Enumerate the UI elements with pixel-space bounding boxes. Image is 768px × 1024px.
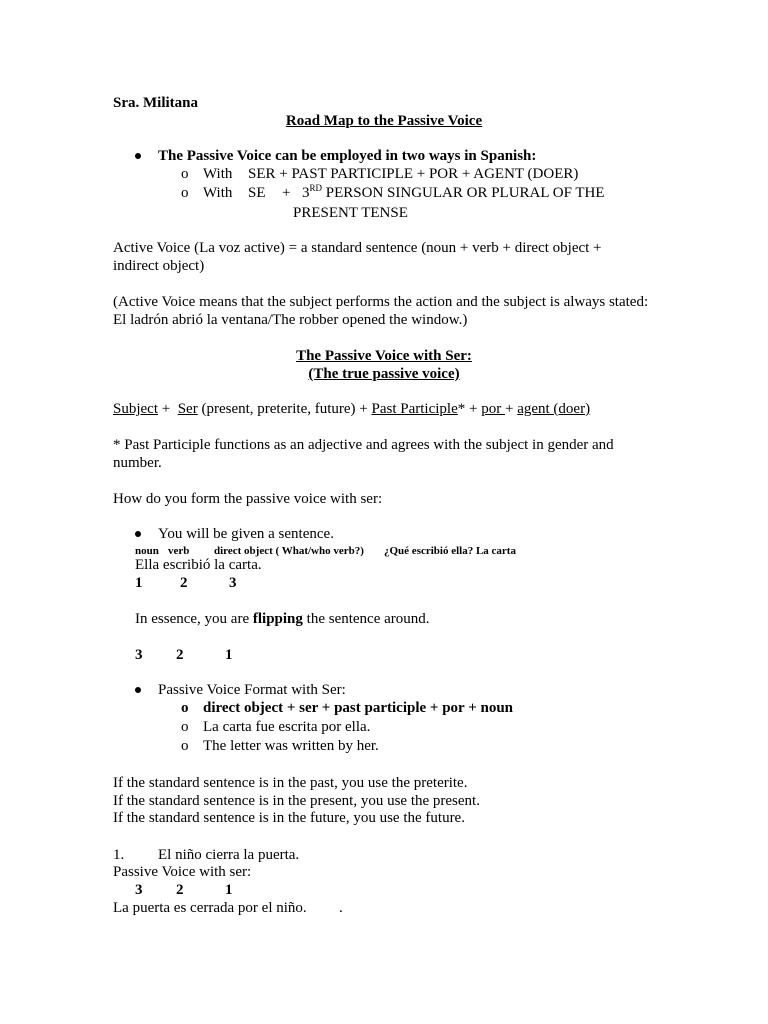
way1-with: With bbox=[203, 166, 233, 182]
exercise-sentence: El niño cierra la puerta. bbox=[158, 847, 300, 863]
way2-num: 3 bbox=[302, 185, 310, 201]
exercise-number: 1. bbox=[113, 847, 125, 863]
page-title: Road Map to the Passive Voice bbox=[285, 113, 483, 129]
format-item: direct object + ser + past participle + por + noun bbox=[203, 700, 514, 716]
active-voice-line1: Active Voice (La voz active) = a standard sentence (noun + verb + direct object + bbox=[113, 240, 602, 256]
tense-rule: If the standard sentence is in the present, you use the present. bbox=[113, 793, 480, 809]
formula-ser: Ser bbox=[177, 401, 198, 417]
order-num: 2 bbox=[180, 575, 188, 591]
tense-rule: If the standard sentence is in the future, you use the future. bbox=[113, 810, 465, 826]
way2-rest: PERSON SINGULAR OR PLURAL OF THE bbox=[322, 185, 605, 201]
formula-agent: agent (doer) bbox=[517, 401, 591, 417]
formula-past-participle: Past Participle bbox=[371, 401, 458, 417]
exercise-num: 3 bbox=[135, 882, 143, 898]
exercise-num: 2 bbox=[176, 882, 184, 898]
pp-note-line2: number. bbox=[113, 455, 162, 471]
formula-plus2: + bbox=[504, 401, 518, 417]
author-name: Sra. Militana bbox=[113, 95, 198, 111]
exercise-num: 1 bbox=[225, 882, 233, 898]
pp-note-line1: * Past Participle functions as an adjective and agrees with the subject in gender and bbox=[113, 437, 614, 453]
exercise-label: Passive Voice with ser: bbox=[113, 864, 252, 880]
active-note-line2: El ladrón abrió la ventana/The robber opened the window.) bbox=[113, 312, 468, 328]
order-num: 1 bbox=[135, 575, 143, 591]
ser-heading-line2: (The true passive voice) bbox=[308, 366, 460, 382]
label-question: ¿Qué escribió ella? La carta bbox=[384, 545, 516, 557]
essence-line bbox=[135, 610, 430, 628]
way1-text: SER + PAST PARTICIPLE + POR + AGENT (DOER) bbox=[248, 166, 579, 182]
way2-person bbox=[302, 184, 605, 202]
way2-se: SE bbox=[248, 185, 266, 201]
sub-bullet-marker: o bbox=[181, 185, 189, 201]
exercise-end-mark: . bbox=[339, 900, 343, 916]
way2-sup: RD bbox=[309, 183, 323, 193]
order-num: 3 bbox=[229, 575, 237, 591]
bullet-icon bbox=[135, 153, 141, 159]
bullet-icon bbox=[135, 531, 141, 537]
formula-star: * + bbox=[457, 401, 482, 417]
reverse-num: 1 bbox=[225, 647, 233, 663]
formula-tenses: (present, preterite, future) + bbox=[197, 401, 372, 417]
tense-rule: If the standard sentence is in the past, you use the preterite. bbox=[113, 775, 468, 791]
label-noun: noun bbox=[135, 545, 159, 557]
reverse-num: 3 bbox=[135, 647, 143, 663]
format-bullet: Passive Voice Format with Ser: bbox=[158, 682, 346, 698]
exercise-answer: La puerta es cerrada por el niño. bbox=[113, 900, 307, 916]
active-note-line1: (Active Voice means that the subject performs the action and the subject is always stated: bbox=[113, 294, 649, 310]
sub-bullet-marker: o bbox=[181, 719, 189, 735]
essence-pre: In essence, you are bbox=[135, 611, 253, 627]
essence-post: the sentence around. bbox=[302, 611, 430, 627]
format-item: The letter was written by her. bbox=[203, 738, 379, 754]
label-verb: verb bbox=[168, 545, 190, 557]
way2-plus: + bbox=[282, 185, 291, 201]
formula-subject: Subject bbox=[113, 401, 158, 417]
format-item: La carta fue escrita por ella. bbox=[203, 719, 371, 735]
reverse-num: 2 bbox=[176, 647, 184, 663]
active-voice-line2: indirect object) bbox=[113, 258, 205, 274]
label-direct-object: direct object ( What/who verb?) bbox=[214, 545, 364, 557]
passive-formula bbox=[113, 400, 590, 418]
sub-bullet-marker: o bbox=[181, 166, 189, 182]
sub-bullet-marker: o bbox=[181, 738, 189, 754]
formula-plus: + bbox=[158, 401, 178, 417]
sub-bullet-marker: o bbox=[181, 700, 189, 716]
intro-bullet: The Passive Voice can be employed in two ways in Spanish: bbox=[158, 148, 537, 164]
way2-with: With bbox=[203, 185, 233, 201]
way2-continuation: PRESENT TENSE bbox=[293, 205, 408, 221]
given-sentence-step: You will be given a sentence. bbox=[158, 526, 334, 542]
bullet-icon bbox=[135, 687, 141, 693]
how-question: How do you form the passive voice with ser: bbox=[113, 491, 383, 507]
formula-por: por bbox=[481, 401, 505, 417]
ser-heading-line1: The Passive Voice with Ser: bbox=[296, 348, 472, 364]
essence-flipping: flipping bbox=[252, 611, 303, 627]
example-sentence: Ella escribió la carta. bbox=[135, 557, 262, 573]
